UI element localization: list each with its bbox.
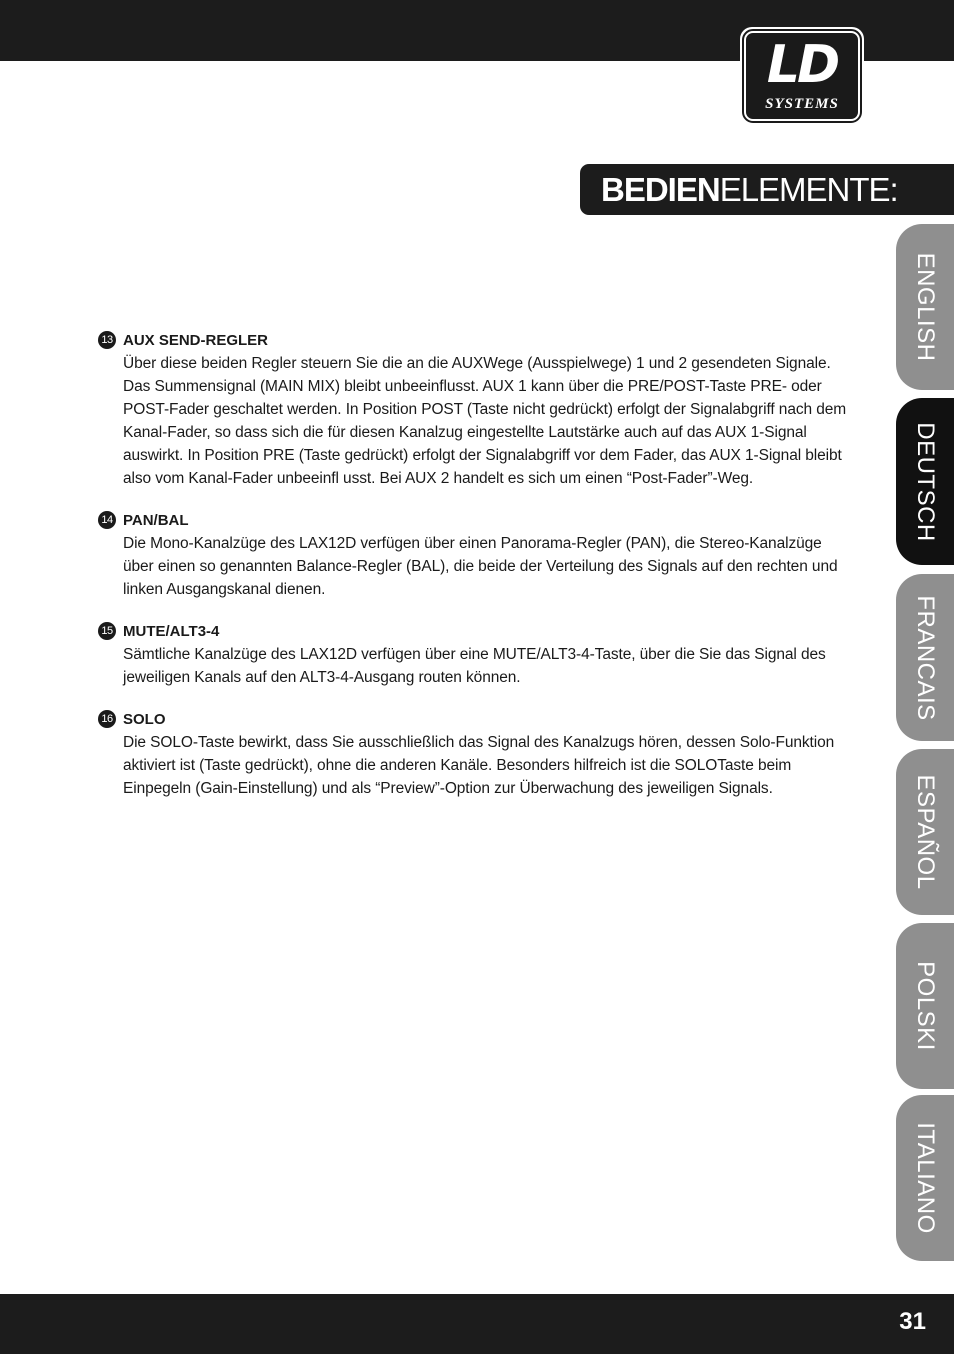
lang-tab-italiano[interactable]: [896, 1095, 954, 1261]
item-number-badge: 13: [98, 331, 116, 349]
ld-systems-logo: [740, 27, 864, 125]
item-title: AUX SEND-REGLER: [123, 332, 269, 349]
section-title: [580, 164, 954, 215]
section-title-light: ELEMENTE:: [719, 171, 898, 208]
item-title: PAN/BAL: [123, 512, 189, 529]
control-item: [96, 621, 856, 689]
control-item: [96, 709, 856, 800]
lang-tab-label: ESPAÑOL: [912, 774, 939, 890]
lang-tab-label: DEUTSCH: [912, 421, 939, 542]
item-description: Die Mono-Kanalzüge des LAX12D verfügen über einen Panorama-Regler (PAN), die Stereo-Kanalzüge über einen so genannten Balance-Regler (BAL), die beide der Verteilung des Signals auf den rechten und linken Ausgangskanal dienen.: [123, 535, 838, 598]
section-title-bold: BEDIEN: [601, 171, 720, 208]
logo-systems-text: SYSTEMS: [765, 96, 839, 112]
lang-tab-polski[interactable]: [896, 923, 954, 1089]
lang-tab-label: ITALIANO: [912, 1122, 939, 1234]
lang-tab-espanol[interactable]: [896, 749, 954, 915]
logo-badge: [744, 31, 860, 121]
item-title: MUTE/ALT3-4: [123, 623, 220, 640]
control-item: [96, 510, 856, 601]
item-number-badge: 14: [98, 511, 116, 529]
bottom-bar: [0, 1294, 954, 1354]
logo-ld-text: LD: [766, 35, 838, 95]
item-description: Über diese beiden Regler steuern Sie die an die AUXWege (Ausspielwege) 1 und 2 gesendeten Signale. Das Summensignal (MAIN MIX) bleibt unbeeinflusst. AUX 1 kann über die PRE/POST-Taste PRE- oder POST-Fader geschaltet werden. In Position POST (Taste nicht gedrückt) erfolgt der Signalabgriff nach dem Kanal-Fader, so dass sich die für diesen Kanalzug eingestellte Lautstärke auch auf das AUX 1-Signal auswirkt. In Position PRE (Taste gedrückt) erfolgt der Signalabgriff vor dem Fader, das AUX 1-Signal bleibt also vom Kanal-Fader unbeeinfl usst. Bei AUX 2 handelt es sich um einen “Post-Fader”-Weg.: [123, 355, 847, 487]
item-number-badge: 15: [98, 622, 116, 640]
page-number: 31: [899, 1308, 926, 1335]
item-description: Sämtliche Kanalzüge des LAX12D verfügen über eine MUTE/ALT3-4-Taste, über die Sie das Signal des jeweiligen Kanals auf den ALT3-4-Ausgang routen können.: [123, 646, 826, 686]
control-item: [96, 330, 856, 490]
lang-tab-english[interactable]: [896, 224, 954, 390]
item-title: SOLO: [123, 711, 166, 728]
item-number-badge: 16: [98, 710, 116, 728]
item-description: Die SOLO-Taste bewirkt, dass Sie ausschließlich das Signal des Kanalzugs hören, dessen Solo-Funktion aktiviert ist (Taste gedrückt), ohne die anderen Kanäle. Besonders hilfreich ist die SOLOTaste beim Einpegeln (Gain-Einstellung) und als “Preview”-Option zur Überwachung des jeweiligen Signals.: [123, 734, 835, 797]
main-content: [96, 330, 856, 820]
lang-tab-label: ENGLISH: [912, 252, 939, 362]
lang-tab-label: POLSKI: [912, 961, 939, 1051]
lang-tab-label: FRANCAIS: [912, 594, 939, 721]
lang-tab-francais[interactable]: [896, 574, 954, 741]
lang-tab-deutsch[interactable]: [896, 398, 954, 565]
